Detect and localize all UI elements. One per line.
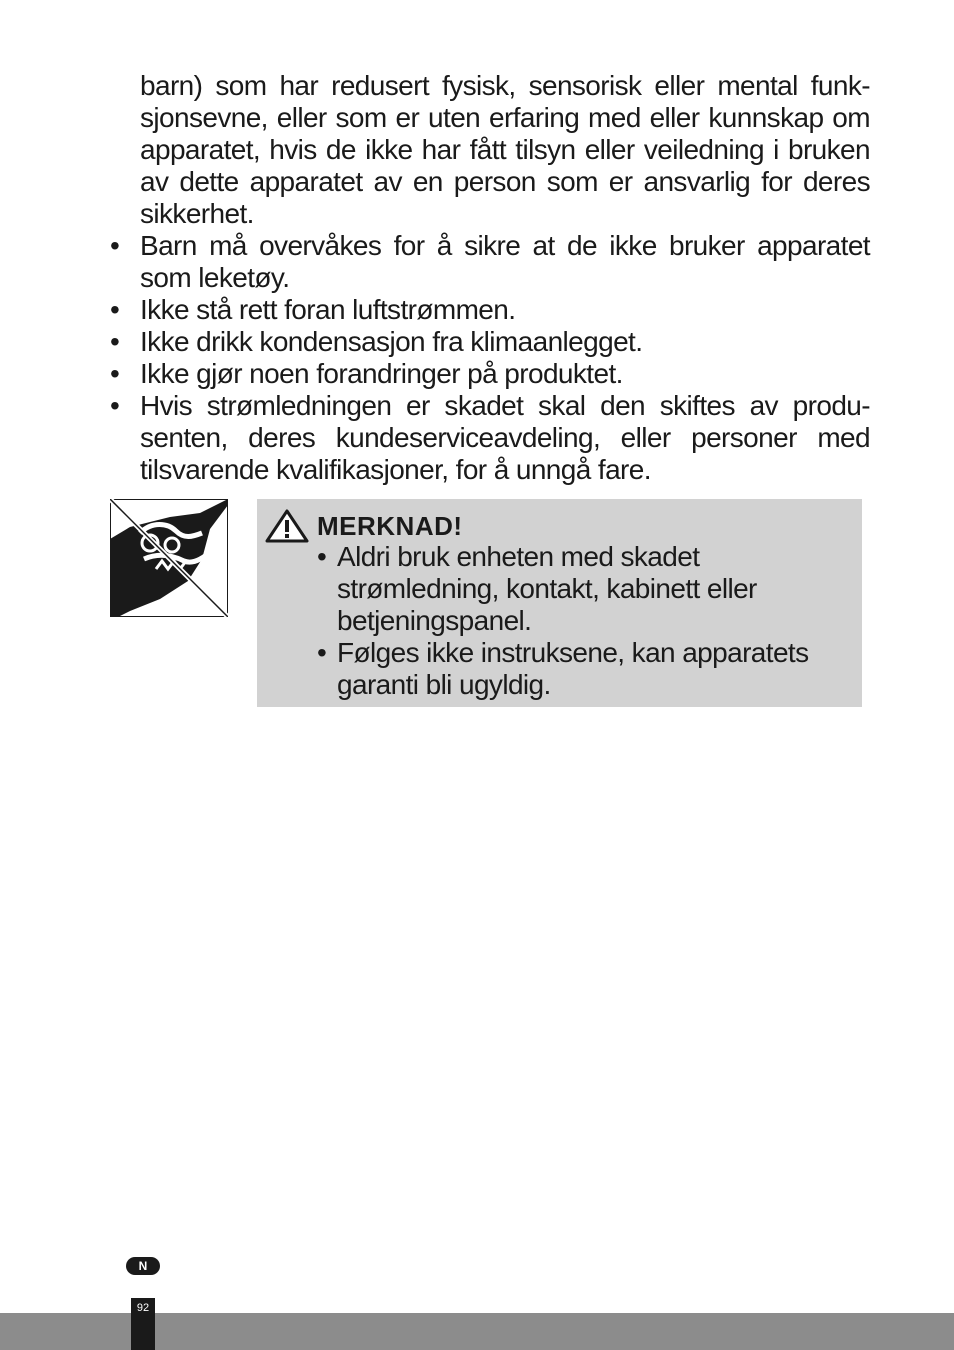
safety-bullet-list	[110, 230, 870, 486]
list-item-text: Barn må overvåkes for å sikre at de ikke bruker apparatet som leketøy.	[140, 230, 870, 293]
notice-list	[317, 541, 857, 701]
language-badge: N	[126, 1257, 160, 1275]
list-item	[317, 637, 857, 701]
bullet-marker: •	[110, 230, 120, 261]
bullet-marker: •	[110, 326, 120, 357]
list-item	[110, 358, 870, 390]
notice-title: MERKNAD!	[317, 510, 463, 541]
list-item-text: Ikke drikk kondensasjon fra klimaanlegget.	[140, 326, 643, 357]
bullet-marker: •	[317, 541, 327, 572]
list-item-text: Hvis strømledningen er skadet skal den skiftes av produ-senten, deres kundeserviceavdeling, eller personer med tilsvarende kvalifikasjoner, for å unngå fare.	[140, 390, 870, 485]
bullet-marker: •	[110, 358, 120, 389]
list-item	[110, 230, 870, 294]
list-item	[110, 294, 870, 326]
notice-box	[257, 499, 862, 707]
notice-header	[265, 509, 463, 543]
page-number: 92	[136, 1302, 150, 1314]
damaged-cord-prohibited-icon	[110, 499, 228, 617]
list-item	[110, 390, 870, 486]
bullet-marker: •	[110, 390, 120, 421]
list-item-text: Aldri bruk enheten med skadet strømledning, kontakt, kabinett eller betjeningspanel.	[337, 541, 757, 636]
bullet-marker: •	[110, 294, 120, 325]
page-tab	[131, 1298, 155, 1350]
list-item	[317, 541, 857, 637]
list-item-text: Ikke stå rett foran luftstrømmen.	[140, 294, 516, 325]
list-item-text: Følges ikke instruksene, kan apparatets garanti bli ugyldig.	[337, 637, 809, 700]
warning-triangle-icon	[265, 509, 309, 543]
bullet-marker: •	[317, 637, 327, 668]
continuation-paragraph: barn) som har redusert fysisk, sensorisk eller mental funk-sjonsevne, eller som er uten erfaring med eller kunnskap om apparatet, hvis de ikke har fått tilsyn eller veiledning i bruken av dette apparatet av en person som er ansvarlig for deres sikkerhet.	[140, 70, 870, 229]
list-item	[110, 326, 870, 358]
list-item-text: Ikke gjør noen forandringer på produktet.	[140, 358, 623, 389]
